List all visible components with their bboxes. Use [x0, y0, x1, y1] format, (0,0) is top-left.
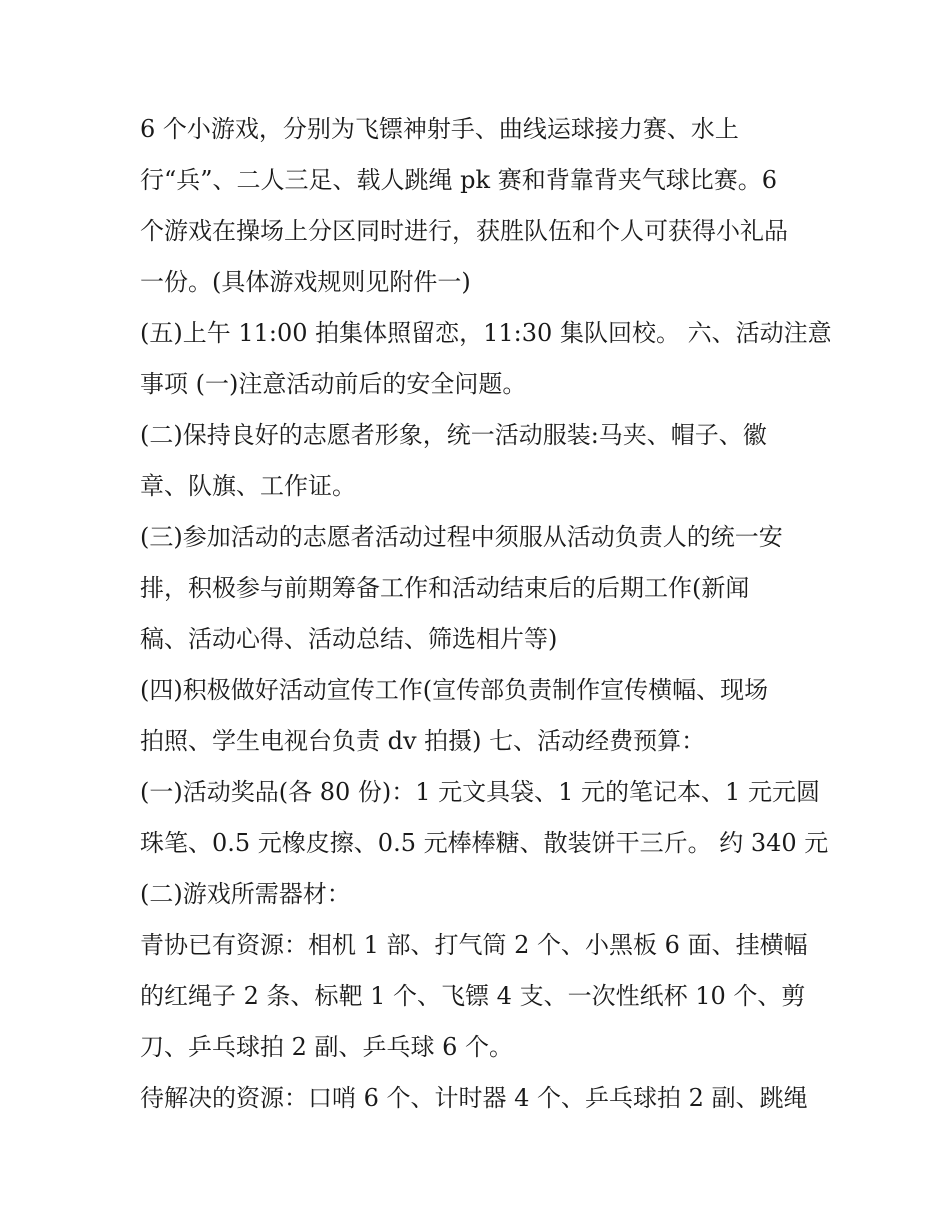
text-line: 6 个小游戏，分别为飞镖神射手、曲线运球接力赛、水上 — [140, 115, 739, 143]
text-line: 青协已有资源：相机 1 部、打气筒 2 个、小黑板 6 面、挂横幅 — [140, 931, 808, 959]
text-line: (五)上午 11:00 拍集体照留恋，11:30 集队回校。 六、活动注意 — [140, 319, 832, 347]
text-line: 一份。(具体游戏规则见附件一) — [140, 268, 471, 296]
text-line: 个游戏在操场上分区同时进行，获胜队伍和个人可获得小礼品 — [140, 217, 788, 245]
text-line: 行“兵”、二人三足、载人跳绳 pk 赛和背靠背夹气球比赛。6 — [140, 166, 777, 194]
text-line: 拍照、学生电视台负责 dv 拍摄) 七、活动经费预算： — [140, 727, 706, 755]
text-line: (四)积极做好活动宣传工作(宣传部负责制作宣传横幅、现场 — [140, 676, 769, 704]
text-line: (二)游戏所需器材： — [140, 880, 351, 908]
text-line: 排，积极参与前期筹备工作和活动结束后的后期工作(新闻 — [140, 574, 750, 602]
document-body — [140, 104, 832, 1124]
text-line: 稿、活动心得、活动总结、筛选相片等) — [140, 625, 558, 653]
text-line: 章、队旗、工作证。 — [140, 472, 356, 500]
text-line: 待解决的资源：口哨 6 个、计时器 4 个、乒乓球拍 2 副、跳绳 — [140, 1084, 808, 1112]
text-line: (三)参加活动的志愿者活动过程中须服从活动负责人的统一安 — [140, 523, 783, 551]
text-line: 的红绳子 2 条、标靶 1 个、飞镖 4 支、一次性纸杯 10 个、剪 — [140, 982, 806, 1010]
text-line: 事项 (一)注意活动前后的安全问题。 — [140, 370, 527, 398]
text-line: (一)活动奖品(各 80 份)：1 元文具袋、1 元的笔记本、1 元元圆 — [140, 778, 820, 806]
text-line: 珠笔、0.5 元橡皮擦、0.5 元棒棒糖、散装饼干三斤。 约 340 元 — [140, 829, 829, 857]
text-line: 刀、乒乓球拍 2 副、乒乓球 6 个。 — [140, 1033, 514, 1061]
text-line: (二)保持良好的志愿者形象，统一活动服装:马夹、帽子、徽 — [140, 421, 767, 449]
